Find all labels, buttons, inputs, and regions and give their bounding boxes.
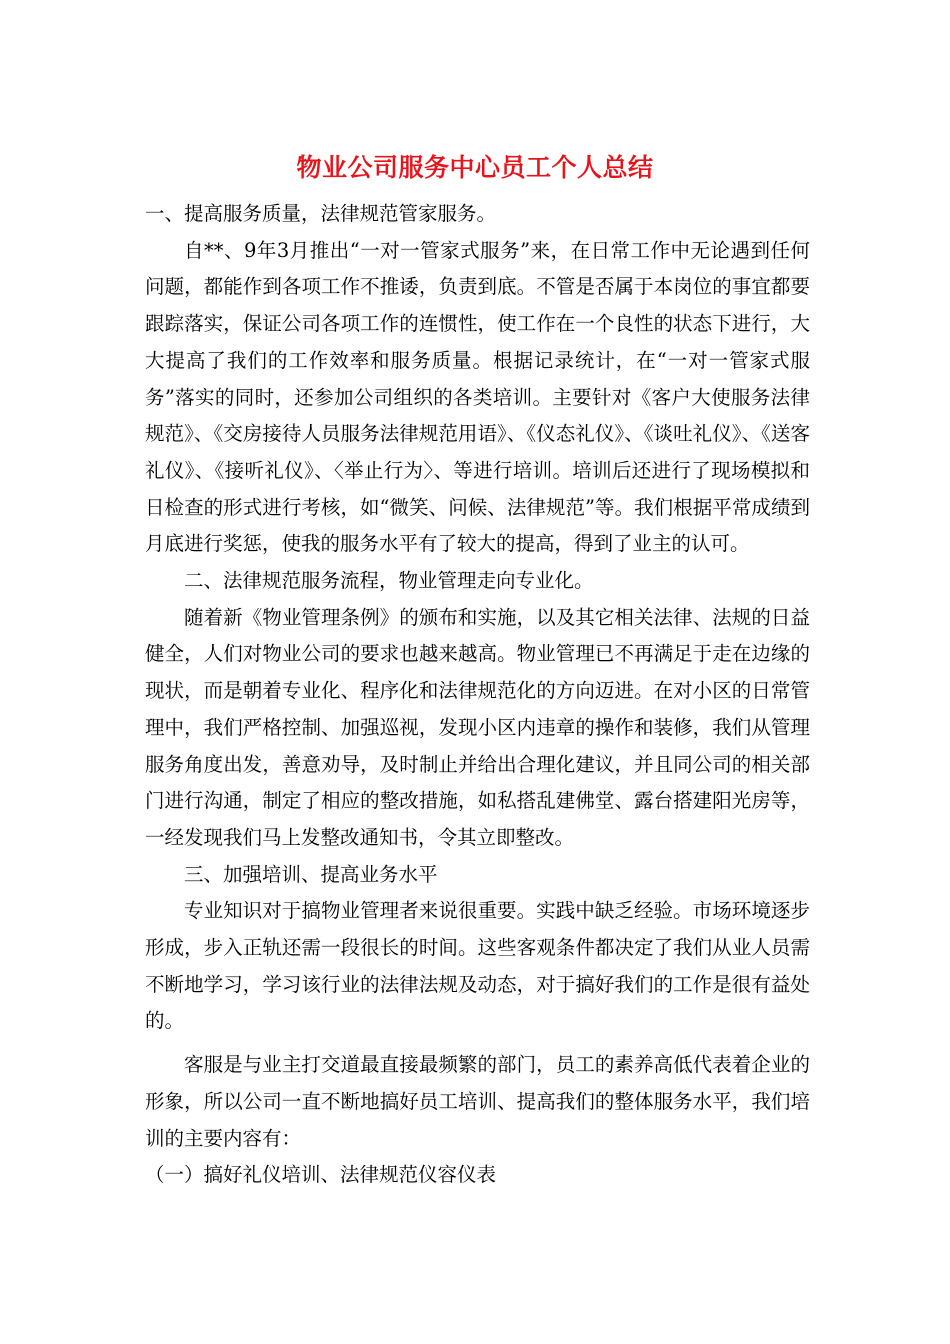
paragraph-1: 自**、9年3月推出“一对一管家式服务”来，在日常工作中无论遇到任何问题，都能作到各项工作不推诿，负责到底。不管是否属于本岗位的事宜都要跟踪落实，保证公司各项工作的连惯性，使工作在一个良性的状态下进行，大大提高了我们的工作效率和服务质量。根据记录统计，在“一对一管家式服务”落实的同时，还参加公司组织的各类培训。主要针对《客户大使服务法律规范》、《交房接待人员服务法律规范用语》、《仪态礼仪》、《谈吐礼仪》、《送客礼仪》、《接听礼仪》、〈举止行为〉、等进行培训。培训后还进行了现场模拟和日检查的形式进行考核，如“微笑、问候、法律规范”等。我们根据平常成绩到月底进行奖惩，使我的服务水平有了较大的提高，得到了业主的认可。 — [145, 238, 810, 556]
paragraph-4: 客服是与业主打交道最直接最频繁的部门，员工的素养高低代表着企业的形象，所以公司一直不断地搞好员工培训、提高我们的整体服务水平，我们培训的主要内容有： — [145, 1053, 810, 1150]
sub-heading-1: （一）搞好礼仪培训、法律规范仪容仪表 — [145, 1163, 497, 1187]
section-heading-3: 三、加强培训、提高业务水平 — [184, 862, 438, 886]
document-body — [145, 196, 810, 1194]
section-heading-2: 二、法律规范服务流程，物业管理走向专业化。 — [184, 569, 594, 593]
section-heading-1: 一、提高服务质量，法律规范管家服务。 — [145, 202, 497, 225]
paragraph-3: 专业知识对于搞物业管理者来说很重要。实践中缺乏经验。市场环境逐步形成，步入正轨还需一段很长的时间。这些客观条件都决定了我们从业人员需不断地学习，学习该行业的法律法规及动态，对于搞好我们的工作是很有益处的。 — [145, 899, 810, 1033]
document-title: 物业公司服务中心员工个人总结 — [296, 153, 654, 182]
paragraph-2: 随着新《物业管理条例》的颁布和实施，以及其它相关法律、法规的日益健全，人们对物业公司的要求也越来越高。物业管理已不再满足于走在边缘的现状，而是朝着专业化、程序化和法律规范化的方向迈进。在对小区的日常管理中，我们严格控制、加强巡视，发现小区内违章的操作和装修，我们从管理服务角度出发，善意劝导，及时制止并给出合理化建议，并且同公司的相关部门进行沟通，制定了相应的整改措施，如私搭乱建佛堂、露台搭建阳光房等，一经发现我们马上发整改通知书，令其立即整改。 — [145, 605, 810, 849]
